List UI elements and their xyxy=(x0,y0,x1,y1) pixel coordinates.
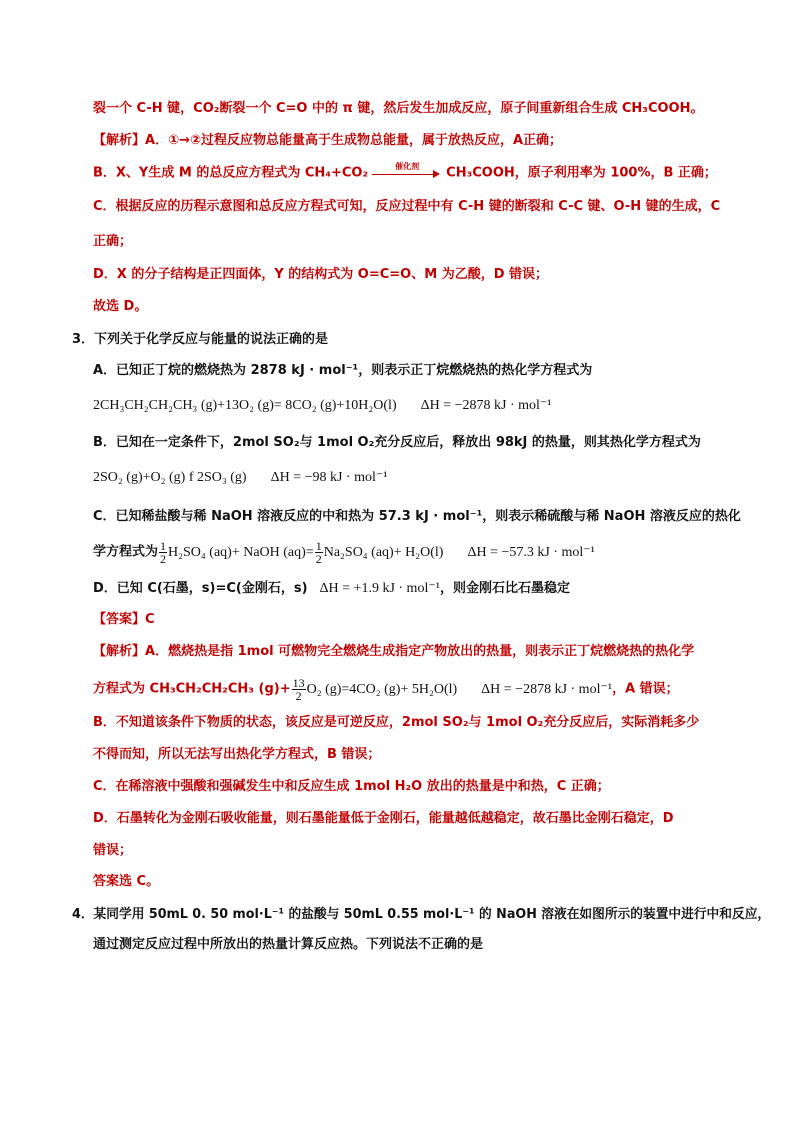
q3-analysis-b-line2: 不得而知，所以无法写出热化学方程式，B 错误； xyxy=(93,747,381,762)
q4-stem-line1: 4．某同学用 50mL 0. 50 mol·L⁻¹ 的盐酸与 50mL 0.55 mol·L⁻¹ 的 NaOH 溶液在如图所示的装置中进行中和反应， xyxy=(72,907,771,922)
analysis-tag: 【解析】 xyxy=(93,133,146,148)
catalyst-arrow-icon: 催化剂 xyxy=(372,164,442,182)
fraction-thirteen-halves: $\frac{13}{2}$ xyxy=(292,676,305,703)
q3-stem: 3．下列关于化学反应与能量的说法正确的是 xyxy=(72,332,329,347)
q2-final-answer: 故选 D。 xyxy=(93,299,148,314)
q3-option-a-line1: A．已知正丁烷的燃烧热为 2878 kJ · mol⁻¹，则表示正丁烷燃烧热的热化学方程式为 xyxy=(93,363,593,378)
q3-option-d: D．已知 C(石墨，s)=C(金刚石，s) ΔH = +1.9 kJ · mol⁻¹，则金刚石比石墨稳定 xyxy=(93,581,570,596)
q3-analysis-a-line1: 【解析】A．燃烧热是指 1mol 可燃物完全燃烧生成指定产物放出的热量，则表示正丁烷燃烧热的热化学 xyxy=(93,644,695,659)
q2-analysis-d: D．X 的分子结构是正四面体，Y 的结构式为 O=C=O、M 为乙酸，D 错误； xyxy=(93,267,549,282)
q2-continuation-line: 裂一个 C-H 键，CO₂断裂一个 C=O 中的 π 键，然后发生加成反应，原子间重新组合生成 CH₃COOH。 xyxy=(93,101,704,116)
q2-analysis-c-line2: 正确； xyxy=(93,234,133,249)
fraction-one-half: $\frac{1}{2}$ xyxy=(160,539,167,566)
q2-analysis-b: B．X、Y生成 M 的总反应方程式为 CH₄+CO₂ 催化剂 CH₃COOH，原子利用率为 100%，B 正确； xyxy=(93,162,717,181)
q3-analysis-a-equation: 方程式为 CH₃CH₂CH₂CH₃ (g)+ $\frac{13}{2}$ O₂ (g)=4CO₂ (g)+ 5H₂O(l) ΔH = −2878 kJ · mol⁻¹，A 错误； xyxy=(93,676,679,703)
q3-analysis-d-line2: 错误； xyxy=(93,843,133,858)
q2-analysis-c-line1: C．根据反应的历程示意图和总反应方程式可知，反应过程中有 C-H 键的断裂和 C-C 键、O-H 键的生成，C xyxy=(93,199,721,214)
q3-final-answer: 答案选 C。 xyxy=(93,874,160,889)
q2-analysis-a: 【解析】A．①→②过程反应物总能量高于生成物总能量，属于放热反应，A正确； xyxy=(93,133,563,148)
q3-answer: 【答案】C xyxy=(93,612,155,627)
q3-option-c-equation: 学方程式为 $\frac{1}{2}$ H₂SO₄ (aq)+ NaOH (aq)= $\frac{1}{2}$ Na₂SO₄ (aq)+ H₂O(l) ΔH = −57.3 kJ · mol⁻¹ xyxy=(93,539,595,566)
q3-analysis-d-line1: D．石墨转化为金刚石吸收能量，则石墨能量低于金刚石，能量越低越稳定，故石墨比金刚石稳定，D xyxy=(93,811,674,826)
q3-analysis-b-line1: B．不知道该条件下物质的状态，该反应是可逆反应，2mol SO₂与 1mol O₂充分反应后，实际消耗多少 xyxy=(93,715,700,730)
q3-option-a-equation: 2CH₃CH₂CH₂CH₃ (g)+13O₂ (g)= 8CO₂ (g)+10H₂O(l) ΔH = −2878 kJ · mol⁻¹ xyxy=(93,398,552,413)
q3-option-b-line1: B．已知在一定条件下，2mol SO₂与 1mol O₂充分反应后，释放出 98kJ 的热量，则其热化学方程式为 xyxy=(93,435,701,450)
analysis-tag: 【解析】 xyxy=(93,644,146,659)
q4-stem-line2: 通过测定反应过程中所放出的热量计算反应热。下列说法不正确的是 xyxy=(93,937,484,952)
q3-analysis-c: C．在稀溶液中强酸和强碱发生中和反应生成 1mol H₂O 放出的热量是中和热，C 正确； xyxy=(93,779,610,794)
q3-option-c-line1: C．已知稀盐酸与稀 NaOH 溶液反应的中和热为 57.3 kJ · mol⁻¹，则表示稀硫酸与稀 NaOH 溶液反应的热化 xyxy=(93,509,741,524)
fraction-one-half: $\frac{1}{2}$ xyxy=(315,539,322,566)
q3-option-b-equation: 2SO₂ (g)+O₂ (g) f 2SO₃ (g) ΔH = −98 kJ · mol⁻¹ xyxy=(93,470,388,485)
